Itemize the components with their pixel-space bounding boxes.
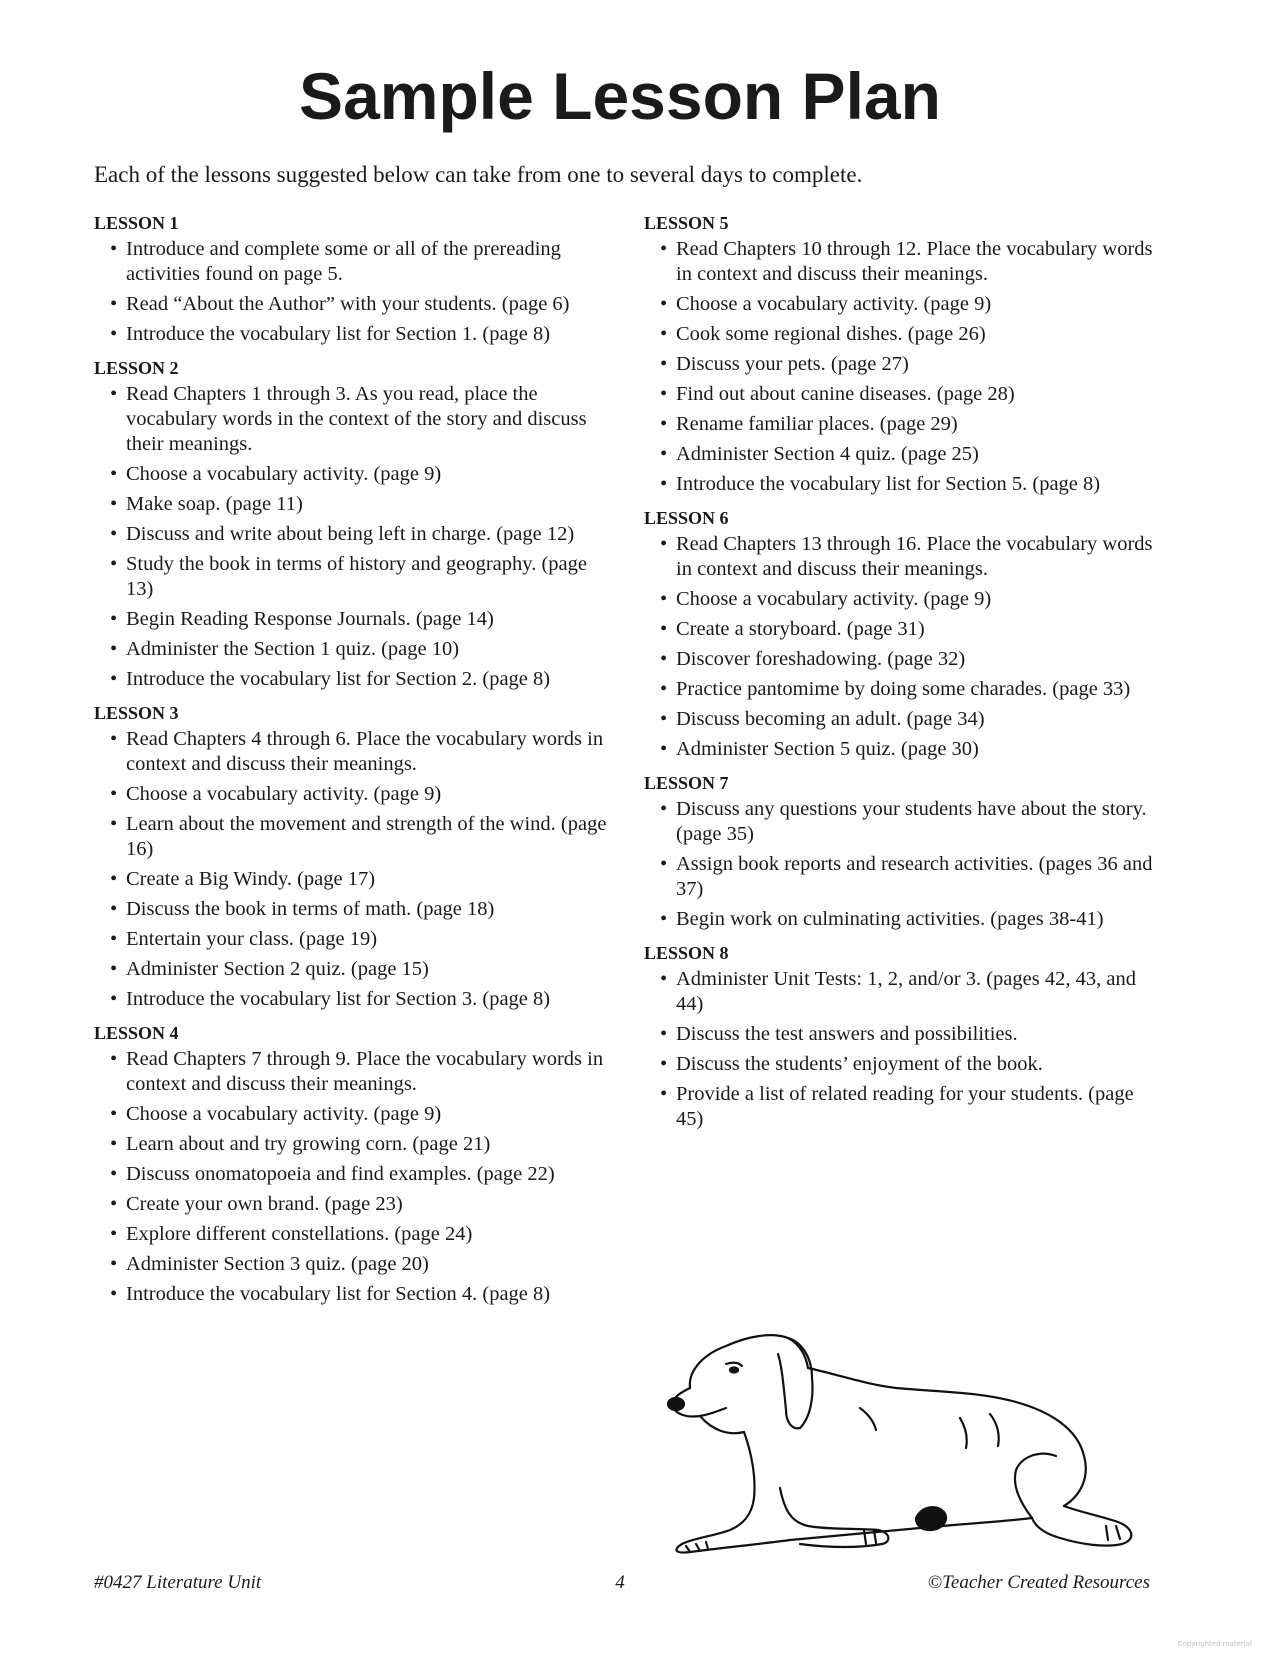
lesson-heading: LESSON 3 [94, 703, 179, 723]
lesson-item: • Cook some regional dishes. (page 26) [660, 322, 1164, 347]
lesson-item-list [644, 532, 1164, 762]
lesson-item: • Explore different constellations. (page 24) [110, 1222, 614, 1247]
lesson-item: • Rename familiar places. (page 29) [660, 412, 1164, 437]
lesson-item: • Administer Unit Tests: 1, 2, and/or 3. (pages 42, 43, and 44) [660, 967, 1164, 1017]
lesson-heading: LESSON 2 [94, 358, 179, 378]
lesson-section [94, 1022, 614, 1307]
lesson-item: • Introduce the vocabulary list for Section 5. (page 8) [660, 472, 1164, 497]
right-column [644, 212, 1164, 1142]
lesson-item: • Introduce the vocabulary list for Section 2. (page 8) [110, 667, 614, 692]
lesson-item: • Read Chapters 7 through 9. Place the vocabulary words in context and discuss their meanings. [110, 1047, 614, 1097]
lesson-heading: LESSON 1 [94, 213, 179, 233]
lesson-item: • Introduce the vocabulary list for Section 1. (page 8) [110, 322, 614, 347]
watermark: Copyrighted material [1177, 1640, 1252, 1648]
lesson-item: • Provide a list of related reading for your students. (page 45) [660, 1082, 1164, 1132]
lesson-item: • Create a storyboard. (page 31) [660, 617, 1164, 642]
lesson-item: • Introduce the vocabulary list for Section 3. (page 8) [110, 987, 614, 1012]
lesson-item: • Practice pantomime by doing some charades. (page 33) [660, 677, 1164, 702]
intro-text: Each of the lessons suggested below can take from one to several days to complete. [94, 162, 863, 187]
lesson-item: • Learn about the movement and strength of the wind. (page 16) [110, 812, 614, 862]
lesson-item: • Begin Reading Response Journals. (page 14) [110, 607, 614, 632]
lesson-item: • Choose a vocabulary activity. (page 9) [660, 587, 1164, 612]
lesson-item-list [94, 382, 614, 692]
dog-illustration [660, 1318, 1140, 1554]
lesson-section [644, 942, 1164, 1132]
lesson-item: • Make soap. (page 11) [110, 492, 614, 517]
lesson-item: • Discuss onomatopoeia and find examples. (page 22) [110, 1162, 614, 1187]
lesson-item: • Choose a vocabulary activity. (page 9) [110, 1102, 614, 1127]
lesson-item: • Administer Section 4 quiz. (page 25) [660, 442, 1164, 467]
lesson-item: • Read “About the Author” with your students. (page 6) [110, 292, 614, 317]
lesson-section [94, 212, 614, 347]
lesson-item: • Begin work on culminating activities. (pages 38-41) [660, 907, 1164, 932]
lesson-item-list [94, 727, 614, 1012]
lesson-item: • Learn about and try growing corn. (page 21) [110, 1132, 614, 1157]
lesson-heading: LESSON 6 [644, 508, 729, 528]
left-column [94, 212, 614, 1317]
lesson-item: • Create your own brand. (page 23) [110, 1192, 614, 1217]
lesson-item: • Read Chapters 4 through 6. Place the vocabulary words in context and discuss their meanings. [110, 727, 614, 777]
page-title: Sample Lesson Plan [299, 59, 941, 133]
lesson-item: • Choose a vocabulary activity. (page 9) [110, 462, 614, 487]
lesson-heading: LESSON 7 [644, 773, 729, 793]
lesson-item: • Discuss the book in terms of math. (page 18) [110, 897, 614, 922]
lesson-heading: LESSON 5 [644, 213, 729, 233]
lesson-item: • Read Chapters 13 through 16. Place the vocabulary words in context and discuss their meanings. [660, 532, 1164, 582]
lesson-item: • Discuss your pets. (page 27) [660, 352, 1164, 377]
lesson-item: • Read Chapters 10 through 12. Place the vocabulary words in context and discuss their meanings. [660, 237, 1164, 287]
lesson-item: • Discuss becoming an adult. (page 34) [660, 707, 1164, 732]
lesson-item-list [94, 237, 614, 347]
lesson-item-list [644, 237, 1164, 497]
lesson-section [644, 212, 1164, 497]
lesson-section [644, 772, 1164, 932]
lesson-item-list [644, 967, 1164, 1132]
lesson-item: • Read Chapters 1 through 3. As you read, place the vocabulary words in the context of the story and discuss their meanings. [110, 382, 614, 457]
lesson-heading: LESSON 8 [644, 943, 729, 963]
lesson-item: • Choose a vocabulary activity. (page 9) [110, 782, 614, 807]
lesson-item: • Discuss the students’ enjoyment of the book. [660, 1052, 1164, 1077]
lesson-item: • Discover foreshadowing. (page 32) [660, 647, 1164, 672]
lesson-item: • Choose a vocabulary activity. (page 9) [660, 292, 1164, 317]
footer-unit-label: #0427 Literature Unit [94, 1572, 262, 1593]
lesson-item: • Administer Section 3 quiz. (page 20) [110, 1252, 614, 1277]
lesson-item: • Discuss and write about being left in charge. (page 12) [110, 522, 614, 547]
lesson-item: • Discuss the test answers and possibilities. [660, 1022, 1164, 1047]
lesson-item: • Introduce and complete some or all of the prereading activities found on page 5. [110, 237, 614, 287]
lesson-item: • Assign book reports and research activities. (pages 36 and 37) [660, 852, 1164, 902]
lesson-section [94, 702, 614, 1012]
lesson-section [644, 507, 1164, 762]
lesson-item-list [94, 1047, 614, 1307]
lesson-item: • Find out about canine diseases. (page 28) [660, 382, 1164, 407]
lesson-item: • Administer Section 2 quiz. (page 15) [110, 957, 614, 982]
footer-page-number: 4 [615, 1572, 625, 1593]
lesson-item: • Study the book in terms of history and geography. (page 13) [110, 552, 614, 602]
lesson-item: • Introduce the vocabulary list for Section 4. (page 8) [110, 1282, 614, 1307]
lesson-heading: LESSON 4 [94, 1023, 179, 1043]
lesson-item: • Administer Section 5 quiz. (page 30) [660, 737, 1164, 762]
lesson-item: • Discuss any questions your students have about the story. (page 35) [660, 797, 1164, 847]
lesson-item: • Create a Big Windy. (page 17) [110, 867, 614, 892]
lesson-item: • Entertain your class. (page 19) [110, 927, 614, 952]
lesson-item: • Administer the Section 1 quiz. (page 10) [110, 637, 614, 662]
lesson-section [94, 357, 614, 692]
lesson-item-list [644, 797, 1164, 932]
footer-publisher: ©Teacher Created Resources [927, 1572, 1150, 1593]
